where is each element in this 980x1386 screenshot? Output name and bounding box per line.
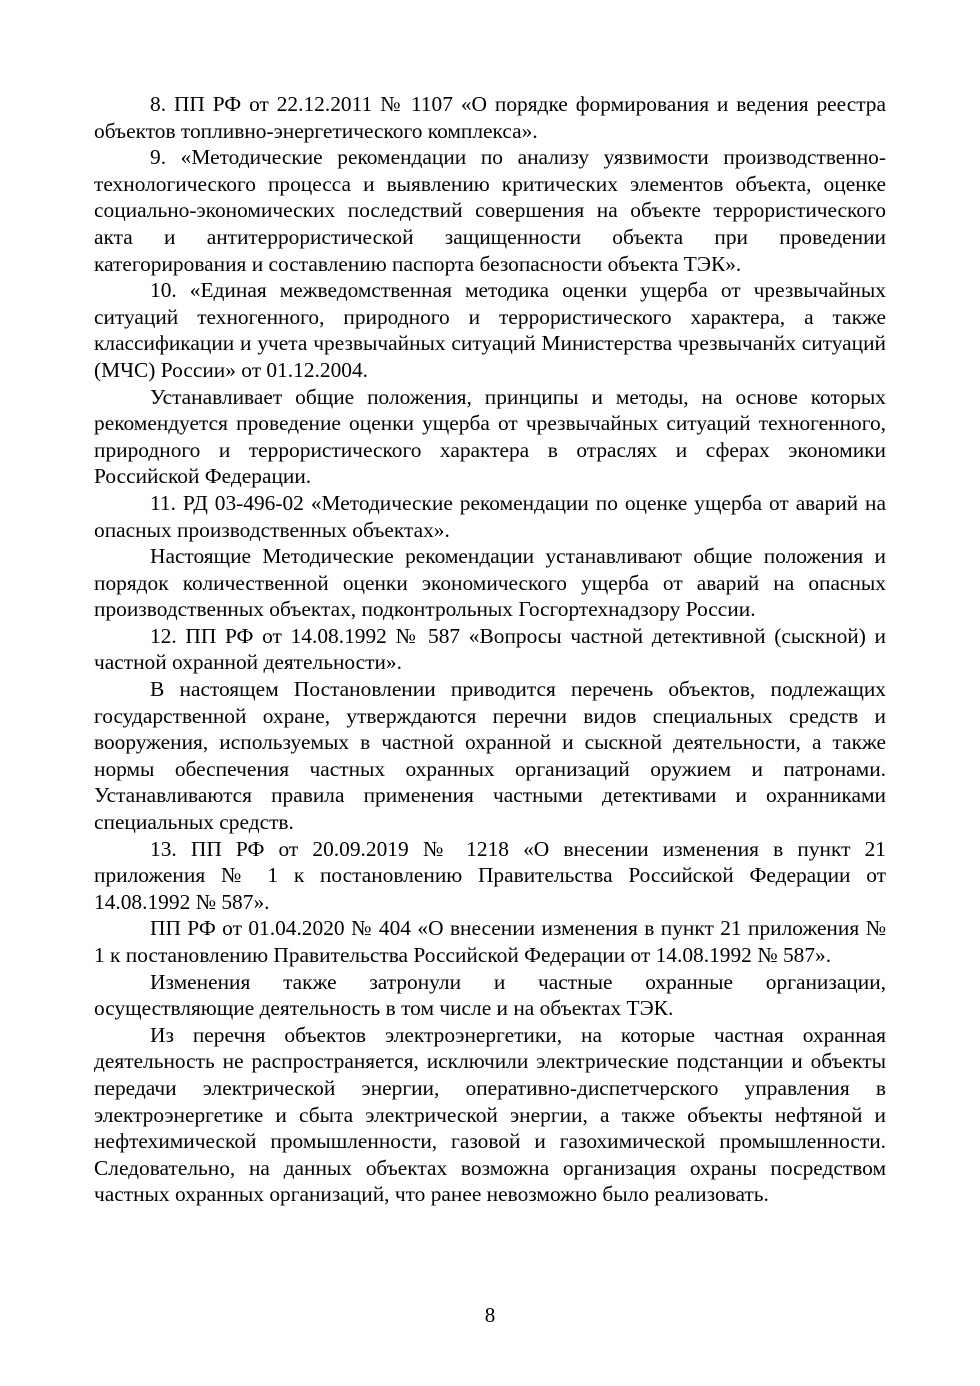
paragraph-item-9: 9. «Методические рекомендации по анализу уязвимости производственно-технологического процесса и выявлению критических элементов объекта, оценке социально-экономических последствий совершения на объекте террористического акта и антитеррористической защищенности объекта при проведении категорирования и составлению паспорта безопасности объекта ТЭК». (94, 145, 886, 276)
paragraph-item-12-description: В настоящем Постановлении приводится перечень объектов, подлежащих государственной охране, утверждаются перечни видов специальных средств и вооружения, используемых в частной охранной и сыскной деятельности, а также нормы обеспечения частных охранных организаций оружием и патронами. Устанавливаются правила применения частными детективами и охранниками специальных средств. (94, 677, 886, 835)
paragraph-item-11: 11. РД 03-496-02 «Методические рекомендации по оценке ущерба от аварий на опасных производственных объектах». (94, 490, 886, 542)
document-body (94, 91, 886, 1208)
paragraph-item-13: 13. ПП РФ от 20.09.2019 № 1218 «О внесении изменения в пункт 21 приложения № 1 к постановлению Правительства Российской Федерации от 14.08.1992 № 587». (94, 836, 886, 914)
paragraph-item-10: 10. «Единая межведомственная методика оценки ущерба от чрезвычайных ситуаций техногенного, природного и террористического характера, а также классификации и учета чрезвычайных ситуаций Министерства чрезвычанйх ситуаций (МЧС) России» от 01.12.2004. (94, 278, 886, 382)
paragraph-item-13-amendment: ПП РФ от 01.04.2020 № 404 «О внесении изменения в пункт 21 приложения № 1 к постановлению Правительства Российской Федерации от 14.08.1992 № 587». (94, 916, 886, 967)
paragraph-conclusion: Из перечня объектов электроэнергетики, на которые частная охранная деятельность не распространяется, исключили электрические подстанции и объекты передачи электрической энергии, оперативно-диспетчерского управления в электроэнергетике и сбыта электрической энергии, а также объекты нефтяной и нефтехимической промышленности, газовой и газохимической промышленности. Следовательно, на данных объектах возможна организация охраны посредством частных охранных организаций, что ранее невозможно было реализовать. (94, 1022, 886, 1207)
paragraph-item-10-description: Устанавливает общие положения, принципы и методы, на основе которых рекомендуется проведение оценки ущерба от чрезвычайных ситуаций техногенного, природного и террористического характера в отраслях и сферах экономики Российской Федерации. (94, 384, 886, 489)
paragraph-changes-note: Изменения также затронули и частные охранные организации, осуществляющие деятельность в том числе и на объектах ТЭК. (94, 969, 886, 1021)
paragraph-item-11-description: Настоящие Методические рекомендации устанавливают общие положения и порядок количественной оценки экономического ущерба от аварий на опасных производственных объектах, подконтрольных Госгортехнадзору России. (94, 544, 886, 622)
paragraph-item-8: 8. ПП РФ от 22.12.2011 № 1107 «О порядке формирования и ведения реестра объектов топливно-энергетического комплекса». (94, 92, 886, 143)
page-number: 8 (484, 1303, 496, 1327)
paragraph-item-12: 12. ПП РФ от 14.08.1992 № 587 «Вопросы частной детективной (сыскной) и частной охранной деятельности». (94, 623, 886, 675)
